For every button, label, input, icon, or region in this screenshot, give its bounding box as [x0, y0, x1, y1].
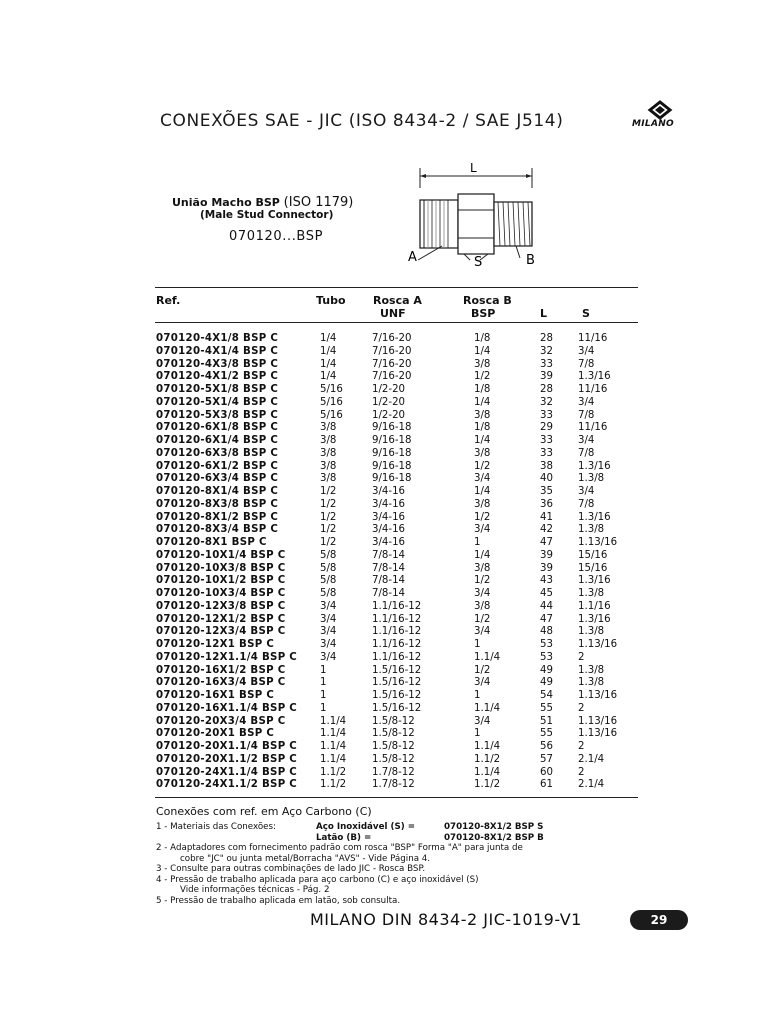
note-5: 5 - Pressão de trabalho aplicada em latão, sob consulta.: [156, 895, 401, 906]
table-row: [156, 359, 638, 372]
table-row: [156, 473, 638, 486]
cell-s: 7/8: [578, 498, 595, 510]
cell-unf: 3/4-16: [372, 511, 406, 523]
cell-bsp: 3/8: [474, 358, 491, 370]
cell-s: 7/8: [578, 447, 595, 459]
note-2: 2 - Adaptadores com fornecimento padrão com rosca "BSP" Forma "A" para junta de: [156, 843, 523, 853]
cell-bsp: 3/4: [474, 588, 491, 599]
cell-bsp: 1/8: [474, 384, 491, 395]
label-l: L: [470, 161, 477, 175]
carbon-steel-note: Conexões com ref. em Aço Carbono (C): [156, 805, 372, 818]
cell-tubo: 3/8: [320, 447, 337, 459]
cell-ref: 070120-8X3/4 BSP C: [156, 524, 279, 536]
table-header-rule: [155, 322, 638, 323]
cell-l: 56: [540, 741, 553, 752]
product-name-text: União Macho BSP: [172, 196, 280, 209]
cell-tubo: 1: [320, 664, 327, 676]
cell-bsp: 1/2: [474, 460, 491, 472]
table-row: [156, 384, 638, 397]
cell-l: 54: [540, 690, 553, 701]
col-header-ref: Ref.: [156, 294, 181, 307]
cell-ref: 070120-20X3/4 BSP C: [156, 715, 286, 727]
cell-unf: 1.5/16-12: [372, 677, 422, 689]
cell-l: 49: [540, 677, 553, 689]
cell-unf: 9/16-18: [372, 422, 412, 434]
cell-l: 39: [540, 371, 553, 383]
cell-ref: 070120-6X1/2 BSP C: [156, 460, 279, 472]
cell-s: 3/4: [578, 435, 595, 446]
cell-tubo: 3/4: [320, 613, 337, 625]
table-row: [156, 741, 638, 754]
cell-unf: 1.7/8-12: [372, 779, 415, 791]
cell-tubo: 1.1/4: [320, 741, 347, 752]
cell-l: 44: [540, 600, 553, 612]
cell-tubo: 5/16: [320, 396, 343, 408]
cell-tubo: 1.1/4: [320, 753, 347, 765]
table-bottom-rule: [155, 797, 638, 798]
cell-s: 1.3/8: [578, 524, 605, 536]
cell-bsp: 1/2: [474, 511, 491, 523]
col-header-rosca-a: Rosca A: [373, 294, 422, 307]
cell-bsp: 1/8: [474, 422, 491, 434]
cell-ref: 070120-4X1/4 BSP C: [156, 345, 279, 357]
table-row: [156, 754, 638, 767]
cell-l: 33: [540, 358, 553, 370]
table-row: [156, 448, 638, 461]
cell-s: 1.3/16: [578, 460, 611, 472]
cell-l: 45: [540, 588, 553, 599]
cell-bsp: 1/4: [474, 486, 491, 497]
cell-ref: 070120-16X1 BSP C: [156, 690, 275, 701]
cell-unf: 1.1/16-12: [372, 651, 422, 663]
cell-unf: 1.5/16-12: [372, 702, 422, 714]
cell-tubo: 1/4: [320, 345, 337, 357]
table-row: [156, 665, 638, 678]
cell-ref: 070120-5X3/8 BSP C: [156, 409, 279, 421]
cell-ref: 070120-6X3/8 BSP C: [156, 447, 279, 459]
cell-bsp: 3/8: [474, 498, 491, 510]
cell-l: 28: [540, 384, 553, 395]
cell-l: 29: [540, 422, 553, 434]
cell-ref: 070120-12X1/2 BSP C: [156, 613, 286, 625]
cell-s: 1.3/8: [578, 588, 605, 599]
cell-tubo: 1: [320, 690, 327, 701]
cell-l: 55: [540, 728, 553, 740]
cell-s: 1.13/16: [578, 690, 618, 701]
cell-s: 3/4: [578, 345, 595, 357]
cell-bsp: 1/2: [474, 575, 491, 587]
note-4-cont: Vide informações técnicas - Pág. 2: [180, 885, 330, 895]
table-row: [156, 397, 638, 410]
cell-tubo: 5/8: [320, 588, 337, 599]
cell-s: 11/16: [578, 422, 608, 434]
cell-l: 28: [540, 333, 553, 344]
cell-ref: 070120-24X1.1/2 BSP C: [156, 779, 298, 791]
cell-l: 57: [540, 753, 553, 765]
cell-l: 33: [540, 409, 553, 421]
table-row: [156, 779, 638, 792]
table-row: [156, 716, 638, 729]
cell-ref: 070120-16X1/2 BSP C: [156, 664, 286, 676]
cell-tubo: 1/4: [320, 358, 337, 370]
product-code: 070120...BSP: [229, 229, 324, 244]
cell-ref: 070120-6X1/4 BSP C: [156, 435, 279, 446]
cell-unf: 7/16-20: [372, 345, 412, 357]
note-1-inox-label: Aço Inoxidável (S) =: [316, 822, 415, 832]
cell-unf: 7/8-14: [372, 588, 406, 599]
cell-s: 1.1/16: [578, 600, 611, 612]
cell-tubo: 1/4: [320, 371, 337, 383]
cell-s: 1.13/16: [578, 715, 618, 727]
cell-bsp: 1.1/2: [474, 779, 501, 791]
cell-tubo: 1/2: [320, 511, 337, 523]
cell-ref: 070120-8X1 BSP C: [156, 537, 267, 548]
cell-unf: 9/16-18: [372, 435, 412, 446]
cell-unf: 3/4-16: [372, 524, 406, 536]
page-title: CONEXÕES SAE - JIC (ISO 8434-2 / SAE J514): [160, 111, 564, 131]
cell-unf: 3/4-16: [372, 498, 406, 510]
table-row: [156, 639, 638, 652]
cell-tubo: 1/2: [320, 498, 337, 510]
cell-unf: 1.7/8-12: [372, 766, 415, 778]
cell-l: 49: [540, 664, 553, 676]
cell-ref: 070120-12X1 BSP C: [156, 639, 275, 650]
cell-unf: 3/4-16: [372, 486, 406, 497]
label-a: A: [408, 250, 417, 265]
cell-bsp: 1/8: [474, 333, 491, 344]
cell-l: 61: [540, 779, 553, 791]
cell-s: 2: [578, 766, 585, 778]
cell-l: 41: [540, 511, 553, 523]
cell-s: 2.1/4: [578, 753, 605, 765]
cell-bsp: 3/4: [474, 715, 491, 727]
cell-tubo: 5/8: [320, 575, 337, 587]
cell-s: 15/16: [578, 549, 608, 561]
label-s: S: [474, 255, 483, 270]
col-header-rosca-b: Rosca B: [463, 294, 512, 307]
notes: [156, 822, 544, 906]
cell-ref: 070120-8X1/2 BSP C: [156, 511, 279, 523]
cell-bsp: 1.1/2: [474, 753, 501, 765]
table-row: [156, 461, 638, 474]
cell-bsp: 1: [474, 690, 481, 701]
table-row: [156, 486, 638, 499]
note-1b: [156, 832, 544, 844]
cell-tubo: 1.1/2: [320, 766, 347, 778]
cell-tubo: 3/4: [320, 651, 337, 663]
cell-l: 47: [540, 613, 553, 625]
cell-unf: 1.5/8-12: [372, 715, 415, 727]
cell-s: 1.3/16: [578, 371, 611, 383]
note-1: [156, 822, 544, 833]
col-header-bsp: BSP: [471, 307, 496, 320]
cell-s: 7/8: [578, 358, 595, 370]
table-row: [156, 333, 638, 346]
cell-bsp: 1: [474, 728, 481, 740]
table-row: [156, 410, 638, 423]
cell-s: 1.13/16: [578, 537, 618, 548]
cell-tubo: 1/2: [320, 537, 337, 548]
cell-l: 32: [540, 396, 553, 408]
cell-l: 42: [540, 524, 553, 536]
cell-unf: 1.5/16-12: [372, 690, 422, 701]
cell-l: 60: [540, 766, 553, 778]
col-header-s: S: [582, 307, 590, 320]
cell-l: 38: [540, 460, 553, 472]
parts-table: [156, 333, 638, 792]
cell-unf: 7/16-20: [372, 371, 412, 383]
cell-bsp: 1.1/4: [474, 766, 501, 778]
cell-ref: 070120-5X1/4 BSP C: [156, 396, 279, 408]
cell-unf: 9/16-18: [372, 447, 412, 459]
cell-s: 1.13/16: [578, 728, 618, 740]
cell-unf: 1.5/16-12: [372, 664, 422, 676]
table-row: [156, 422, 638, 435]
note-1-latao-label: Latão (B) =: [316, 832, 372, 843]
cell-bsp: 1.1/4: [474, 651, 501, 663]
product-iso: (ISO 1179): [283, 195, 354, 210]
cell-tubo: 5/16: [320, 384, 343, 395]
cell-s: 1.3/16: [578, 575, 611, 587]
cell-tubo: 3/8: [320, 435, 337, 446]
cell-unf: 7/8-14: [372, 549, 406, 561]
product-name: [172, 195, 353, 210]
cell-s: 1.3/16: [578, 613, 611, 625]
cell-l: 40: [540, 473, 553, 485]
cell-ref: 070120-12X3/8 BSP C: [156, 600, 286, 612]
cell-s: 11/16: [578, 333, 608, 344]
cell-bsp: 3/8: [474, 562, 491, 574]
table-row: [156, 524, 638, 537]
table-row: [156, 626, 638, 639]
cell-tubo: 3/8: [320, 460, 337, 472]
cell-bsp: 1/4: [474, 549, 491, 561]
cell-l: 35: [540, 486, 553, 497]
col-header-tubo: Tubo: [316, 294, 346, 307]
cell-unf: 7/8-14: [372, 562, 406, 574]
table-row: [156, 601, 638, 614]
cell-tubo: 1: [320, 677, 327, 689]
cell-unf: 1/2-20: [372, 396, 406, 408]
cell-ref: 070120-10X1/2 BSP C: [156, 575, 286, 587]
cell-unf: 1.1/16-12: [372, 626, 422, 638]
note-2-cont: cobre "JC" ou junta metal/Borracha "AVS" - Vide Página 4.: [180, 853, 431, 864]
cell-s: 11/16: [578, 384, 608, 395]
cell-unf: 9/16-18: [372, 473, 412, 485]
table-row: [156, 435, 638, 448]
cell-bsp: 1.1/4: [474, 741, 501, 752]
table-row: [156, 563, 638, 576]
cell-s: 2: [578, 741, 585, 752]
fitting-drawing: [398, 160, 558, 270]
cell-unf: 1.1/16-12: [372, 613, 422, 625]
cell-bsp: 1/2: [474, 371, 491, 383]
cell-bsp: 3/4: [474, 473, 491, 485]
table-row: [156, 588, 638, 601]
cell-unf: 7/8-14: [372, 575, 406, 587]
cell-tubo: 5/8: [320, 562, 337, 574]
col-header-unf: UNF: [380, 307, 406, 320]
cell-l: 51: [540, 715, 553, 727]
cell-ref: 070120-10X1/4 BSP C: [156, 549, 286, 561]
cell-s: 1.3/8: [578, 473, 605, 485]
cell-ref: 070120-4X1/2 BSP C: [156, 371, 279, 383]
note-1-inox-value: 070120-8X1/2 BSP S: [444, 822, 544, 832]
cell-l: 39: [540, 562, 553, 574]
cell-ref: 070120-24X1.1/4 BSP C: [156, 766, 298, 778]
cell-tubo: 1/2: [320, 524, 337, 536]
table-row: [156, 677, 638, 690]
product-english-name: (Male Stud Connector): [200, 209, 334, 221]
cell-l: 43: [540, 575, 553, 587]
cell-bsp: 3/8: [474, 600, 491, 612]
cell-tubo: 5/8: [320, 549, 337, 561]
note-1-text: 1 - Materiais das Conexões:: [156, 822, 276, 832]
cell-l: 36: [540, 498, 553, 510]
cell-unf: 1.1/16-12: [372, 600, 422, 612]
table-row: [156, 550, 638, 563]
table-row: [156, 537, 638, 550]
cell-tubo: 3/4: [320, 600, 337, 612]
logo-text: MILANO: [632, 119, 674, 129]
table-row: [156, 703, 638, 716]
cell-ref: 070120-10X3/4 BSP C: [156, 588, 286, 599]
note-4: 4 - Pressão de trabalho aplicada para aço carbono (C) e aço inoxidável (S): [156, 874, 479, 885]
cell-unf: 1/2-20: [372, 409, 406, 421]
cell-bsp: 1.1/4: [474, 702, 501, 714]
table-row: [156, 346, 638, 359]
cell-unf: 1.5/8-12: [372, 753, 415, 765]
cell-ref: 070120-4X3/8 BSP C: [156, 358, 279, 370]
table-row: [156, 690, 638, 703]
cell-s: 1.3/16: [578, 511, 611, 523]
cell-bsp: 1/2: [474, 613, 491, 625]
page-number-badge: 29: [630, 910, 688, 930]
cell-s: 15/16: [578, 562, 608, 574]
table-row: [156, 512, 638, 525]
cell-bsp: 1/4: [474, 345, 491, 357]
cell-bsp: 1: [474, 537, 481, 548]
cell-ref: 070120-20X1.1/2 BSP C: [156, 753, 298, 765]
cell-bsp: 3/8: [474, 447, 491, 459]
cell-unf: 1.1/16-12: [372, 639, 422, 650]
cell-s: 3/4: [578, 486, 595, 497]
cell-ref: 070120-5X1/8 BSP C: [156, 384, 279, 395]
cell-tubo: 1.1/4: [320, 715, 347, 727]
cell-bsp: 3/4: [474, 626, 491, 638]
cell-tubo: 1.1/4: [320, 728, 347, 740]
cell-ref: 070120-20X1 BSP C: [156, 728, 275, 740]
cell-bsp: 3/4: [474, 524, 491, 536]
cell-ref: 070120-16X1.1/4 BSP C: [156, 702, 298, 714]
cell-l: 39: [540, 549, 553, 561]
table-row: [156, 614, 638, 627]
cell-unf: 7/16-20: [372, 358, 412, 370]
cell-l: 47: [540, 537, 553, 548]
cell-l: 48: [540, 626, 553, 638]
cell-ref: 070120-16X3/4 BSP C: [156, 677, 286, 689]
cell-unf: 7/16-20: [372, 333, 412, 344]
table-row: [156, 728, 638, 741]
cell-tubo: 1: [320, 702, 327, 714]
cell-bsp: 1/2: [474, 664, 491, 676]
cell-l: 33: [540, 447, 553, 459]
cell-s: 3/4: [578, 396, 595, 408]
cell-ref: 070120-12X1.1/4 BSP C: [156, 651, 298, 663]
cell-tubo: 5/16: [320, 409, 343, 421]
cell-ref: 070120-20X1.1/4 BSP C: [156, 741, 298, 752]
cell-unf: 1/2-20: [372, 384, 406, 395]
cell-tubo: 3/8: [320, 473, 337, 485]
cell-s: 2: [578, 651, 585, 663]
col-header-l: L: [540, 307, 548, 320]
cell-s: 2: [578, 702, 585, 714]
cell-unf: 9/16-18: [372, 460, 412, 472]
note-1-latao-value: 070120-8X1/2 BSP B: [444, 832, 544, 843]
cell-s: 7/8: [578, 409, 595, 421]
table-row: [156, 371, 638, 384]
cell-ref: 070120-6X1/8 BSP C: [156, 422, 279, 434]
table-row: [156, 767, 638, 780]
cell-s: 2.1/4: [578, 779, 605, 791]
cell-ref: 070120-4X1/8 BSP C: [156, 333, 279, 344]
table-row: [156, 575, 638, 588]
cell-ref: 070120-8X1/4 BSP C: [156, 486, 279, 497]
cell-ref: 070120-8X3/8 BSP C: [156, 498, 279, 510]
cell-tubo: 3/4: [320, 626, 337, 638]
cell-tubo: 3/8: [320, 422, 337, 434]
cell-tubo: 1/4: [320, 333, 337, 344]
cell-unf: 1.5/8-12: [372, 741, 415, 752]
table-row: [156, 652, 638, 665]
note-3: 3 - Consulte para outras combinações de lado JIC - Rosca BSP.: [156, 864, 426, 874]
cell-l: 33: [540, 435, 553, 446]
cell-s: 1.13/16: [578, 639, 618, 650]
cell-tubo: 1/2: [320, 486, 337, 497]
cell-bsp: 1/4: [474, 435, 491, 446]
cell-s: 1.3/8: [578, 664, 605, 676]
cell-ref: 070120-10X3/8 BSP C: [156, 562, 286, 574]
cell-tubo: 1.1/2: [320, 779, 347, 791]
cell-bsp: 1: [474, 639, 481, 650]
cell-unf: 3/4-16: [372, 537, 406, 548]
cell-l: 32: [540, 345, 553, 357]
cell-l: 53: [540, 651, 553, 663]
cell-tubo: 3/4: [320, 639, 337, 650]
cell-s: 1.3/8: [578, 677, 605, 689]
footer-text: MILANO DIN 8434-2 JIC-1019-V1: [310, 910, 582, 929]
label-b: B: [526, 253, 535, 268]
cell-bsp: 1/4: [474, 396, 491, 408]
cell-ref: 070120-12X3/4 BSP C: [156, 626, 286, 638]
table-row: [156, 499, 638, 512]
cell-bsp: 3/4: [474, 677, 491, 689]
cell-l: 53: [540, 639, 553, 650]
cell-l: 55: [540, 702, 553, 714]
table-top-rule: [155, 287, 638, 288]
cell-ref: 070120-6X3/4 BSP C: [156, 473, 279, 485]
cell-unf: 1.5/8-12: [372, 728, 415, 740]
cell-s: 1.3/8: [578, 626, 605, 638]
cell-bsp: 3/8: [474, 409, 491, 421]
